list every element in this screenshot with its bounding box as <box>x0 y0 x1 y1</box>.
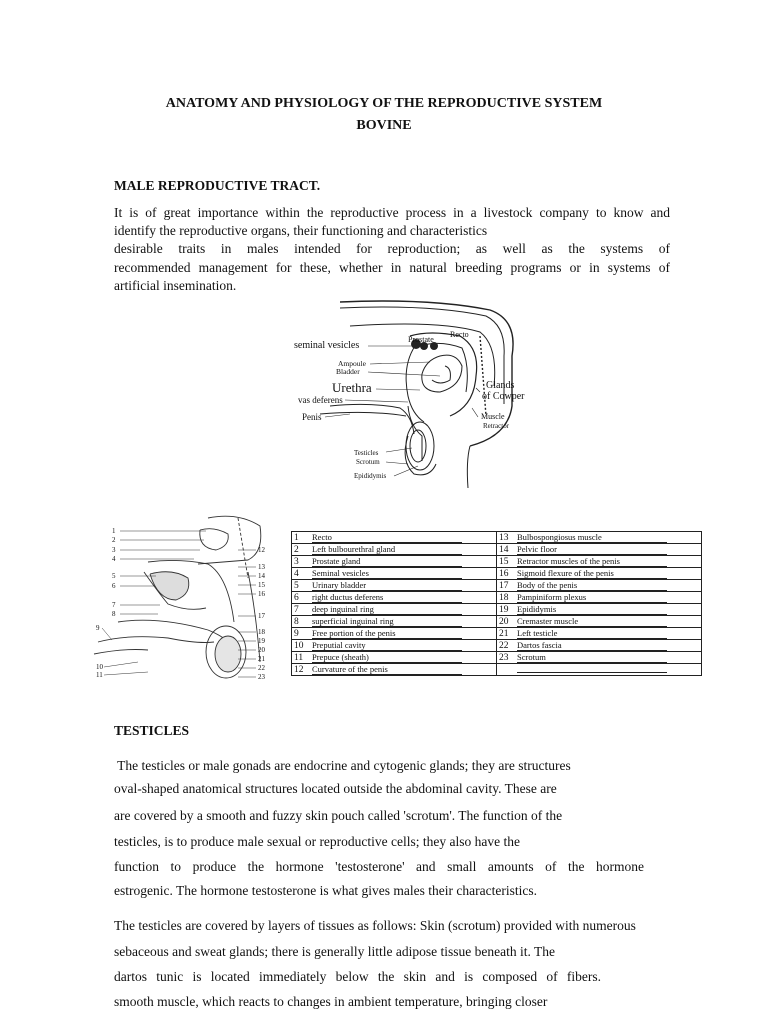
diagram2-number-7: 7 <box>112 601 116 609</box>
document-title-line1: ANATOMY AND PHYSIOLOGY OF THE REPRODUCTIVE SYSTEM <box>165 96 603 111</box>
legend-cell <box>497 664 702 676</box>
legend-number: 9 <box>294 629 299 639</box>
diagram2-number-16: 16 <box>258 590 265 598</box>
label-ampoule: Ampoule <box>338 359 366 368</box>
legend-term: Dartos fascia <box>517 640 667 651</box>
legend-cell <box>292 616 497 628</box>
layers-line-4: smooth muscle, which reacts to changes in ambient temperature, bringing closer <box>114 994 548 1009</box>
diagram2-number-12: 12 <box>258 546 265 554</box>
diagram2-number-13: 13 <box>258 563 265 571</box>
legend-cell <box>292 664 497 676</box>
legend-term: Left testicle <box>517 628 667 639</box>
testicles-line-4: testicles, is to produce male sexual or reproductive cells; they also have the <box>114 834 520 849</box>
legend-number: 2 <box>294 545 299 555</box>
legend-row <box>292 580 702 592</box>
testicles-line-6: estrogenic. The hormone testosterone is what gives males their characteristics. <box>114 883 537 898</box>
legend-row <box>292 628 702 640</box>
diagram2-number-6: 6 <box>112 582 116 590</box>
legend-term: Pelvic floor <box>517 544 667 555</box>
label-retractor: Retractor <box>483 422 510 430</box>
testicles-line-5: function to produce the hormone 'testosterone' and small amounts of the hormone <box>114 859 644 874</box>
legend-number: 12 <box>294 665 304 675</box>
label-recto: Recto <box>450 330 469 339</box>
legend-number: 23 <box>499 653 509 663</box>
legend-row <box>292 640 702 652</box>
legend-number: 11 <box>294 653 304 663</box>
legend-term: Epididymis <box>517 604 667 615</box>
legend-number: 21 <box>499 629 509 639</box>
legend-cell <box>497 580 702 592</box>
legend-row <box>292 616 702 628</box>
legend-cell <box>497 628 702 640</box>
layers-line-2: sebaceous and sweat glands; there is generally little adipose tissue beneath it. The <box>114 944 555 959</box>
legend-cell <box>497 532 702 544</box>
layers-line-3: dartos tunic is located immediately below the skin and is composed of fibers. <box>114 969 601 984</box>
legend-term: Cremaster muscle <box>517 616 667 627</box>
legend-cell <box>497 616 702 628</box>
legend-term: right ductus deferens <box>312 592 462 603</box>
intro-line-1: It is of great importance within the reproductive process in a livestock company to know and <box>114 205 670 220</box>
legend-term: Body of the penis <box>517 580 667 591</box>
intro-line-3: desirable traits in males intended for reproduction; as well as the systems of <box>114 241 670 256</box>
diagram2-number-9: 9 <box>96 624 100 632</box>
legend-number: 17 <box>499 581 509 591</box>
legend-term: Retractor muscles of the penis <box>517 556 667 567</box>
label-seminal-vesicles: seminal vesicles <box>294 340 360 351</box>
legend-term <box>517 672 667 673</box>
section-heading-male-tract: MALE REPRODUCTIVE TRACT. <box>114 178 321 193</box>
label-glands-2: of Cowper <box>482 391 525 402</box>
legend-number: 10 <box>294 641 304 651</box>
label-vas-deferens: vas deferens <box>298 395 343 405</box>
legend-number: 4 <box>294 569 299 579</box>
legend-term: Scrotum <box>517 652 667 663</box>
legend-term: Prepuce (sheath) <box>312 652 462 663</box>
label-urethra: Urethra <box>332 380 372 395</box>
diagram2-number-5: 5 <box>112 572 116 580</box>
diagram2-number-15: 15 <box>258 581 265 589</box>
legend-number: 6 <box>294 593 299 603</box>
legend-cell <box>497 544 702 556</box>
legend-term: Sigmoid flexure of the penis <box>517 568 667 579</box>
legend-term: Recto <box>312 532 462 543</box>
legend-number: 14 <box>499 545 509 555</box>
numbered-anatomy-diagram <box>88 512 280 684</box>
legend-row <box>292 664 702 676</box>
legend-number: 1 <box>294 533 299 543</box>
legend-cell <box>497 556 702 568</box>
diagram2-number-10: 10 <box>96 663 103 671</box>
legend-cell <box>292 652 497 664</box>
legend-cell <box>292 556 497 568</box>
label-glands-1: Glands <box>486 380 515 391</box>
legend-term: Urinary bladder <box>312 580 462 591</box>
legend-term: deep inguinal ring <box>312 604 462 615</box>
layers-line-1: The testicles are covered by layers of tissues as follows: Skin (scrotum) provided with numerous <box>114 918 636 933</box>
intro-line-5: artificial insemination. <box>114 278 237 293</box>
legend-number: 22 <box>499 641 509 651</box>
intro-line-2: identify the reproductive organs, their functioning and characteristics <box>114 223 488 238</box>
legend-term: Left bulbourethral gland <box>312 544 462 555</box>
label-scrotum: Scrotum <box>356 458 380 466</box>
legend-cell <box>292 532 497 544</box>
section-heading-testicles: TESTICLES <box>114 723 190 738</box>
diagram2-number-1: 1 <box>112 527 116 535</box>
legend-number: 5 <box>294 581 299 591</box>
diagram2-number-8: 8 <box>112 610 116 618</box>
diagram2-number-18: 18 <box>258 628 265 636</box>
diagram2-number-22: 22 <box>258 664 265 672</box>
legend-term: Pampiniform plexus <box>517 592 667 603</box>
legend-number: 18 <box>499 593 509 603</box>
legend-number: 3 <box>294 557 299 567</box>
testicles-line-1: The testicles or male gonads are endocrine and cytogenic glands; they are structures <box>114 758 571 773</box>
diagram2-number-23: 23 <box>258 673 265 681</box>
label-testicles: Testicles <box>354 449 379 457</box>
diagram2-number-3: 3 <box>112 546 116 554</box>
diagram2-number-21: 21 <box>258 655 265 663</box>
legend-row <box>292 652 702 664</box>
label-muscle: Muscle <box>481 412 505 421</box>
legend-row <box>292 568 702 580</box>
document-title-line2: BOVINE <box>356 118 412 133</box>
testicles-line-3: are covered by a smooth and fuzzy skin pouch called 'scrotum'. The function of the <box>114 808 563 823</box>
legend-row <box>292 604 702 616</box>
legend-number: 15 <box>499 557 509 567</box>
legend-cell <box>292 568 497 580</box>
label-epididymis: Epididymis <box>354 472 387 480</box>
legend-term: superficial inguinal ring <box>312 616 462 627</box>
legend-row <box>292 592 702 604</box>
label-bladder: Bladder <box>336 367 360 376</box>
legend-row <box>292 544 702 556</box>
legend-row <box>292 556 702 568</box>
legend-number: 8 <box>294 617 299 627</box>
legend-cell <box>292 628 497 640</box>
legend-cell <box>497 652 702 664</box>
diagram2-number-19: 19 <box>258 637 265 645</box>
legend-cell <box>292 604 497 616</box>
legend-term: Bulbospongiosus muscle <box>517 532 667 543</box>
legend-number: 16 <box>499 569 509 579</box>
legend-cell <box>497 592 702 604</box>
legend-cell <box>497 568 702 580</box>
legend-term: Preputial cavity <box>312 640 462 651</box>
legend-term: Free portion of the penis <box>312 628 462 639</box>
testicles-line-2: oval-shaped anatomical structures located outside the abdominal cavity. These are <box>114 781 557 796</box>
diagram2-number-2: 2 <box>112 536 116 544</box>
legend-term: Seminal vesicles <box>312 568 462 579</box>
legend-cell <box>292 544 497 556</box>
diagram2-number-17: 17 <box>258 612 265 620</box>
label-penis: Penis <box>302 412 322 422</box>
legend-row <box>292 532 702 544</box>
legend-term: Prostate gland <box>312 556 462 567</box>
legend-cell <box>497 604 702 616</box>
reproductive-tract-diagram <box>290 296 540 491</box>
legend-number: 7 <box>294 605 299 615</box>
legend-number: 13 <box>499 533 509 543</box>
intro-line-4: recommended management for these, whether in natural breeding programs or in systems of <box>114 260 670 275</box>
label-prostate: Prostate <box>408 335 434 344</box>
legend-cell <box>292 640 497 652</box>
legend-cell <box>292 592 497 604</box>
legend-number: 19 <box>499 605 509 615</box>
diagram2-number-4: 4 <box>112 555 116 563</box>
diagram2-number-20: 20 <box>258 646 265 654</box>
legend-cell <box>497 640 702 652</box>
legend-term: Curvature of the penis <box>312 664 462 675</box>
diagram2-number-14: 14 <box>258 572 265 580</box>
diagram2-number-11: 11 <box>96 671 103 679</box>
anatomy-legend-table <box>291 531 702 676</box>
legend-cell <box>292 580 497 592</box>
legend-number: 20 <box>499 617 509 627</box>
